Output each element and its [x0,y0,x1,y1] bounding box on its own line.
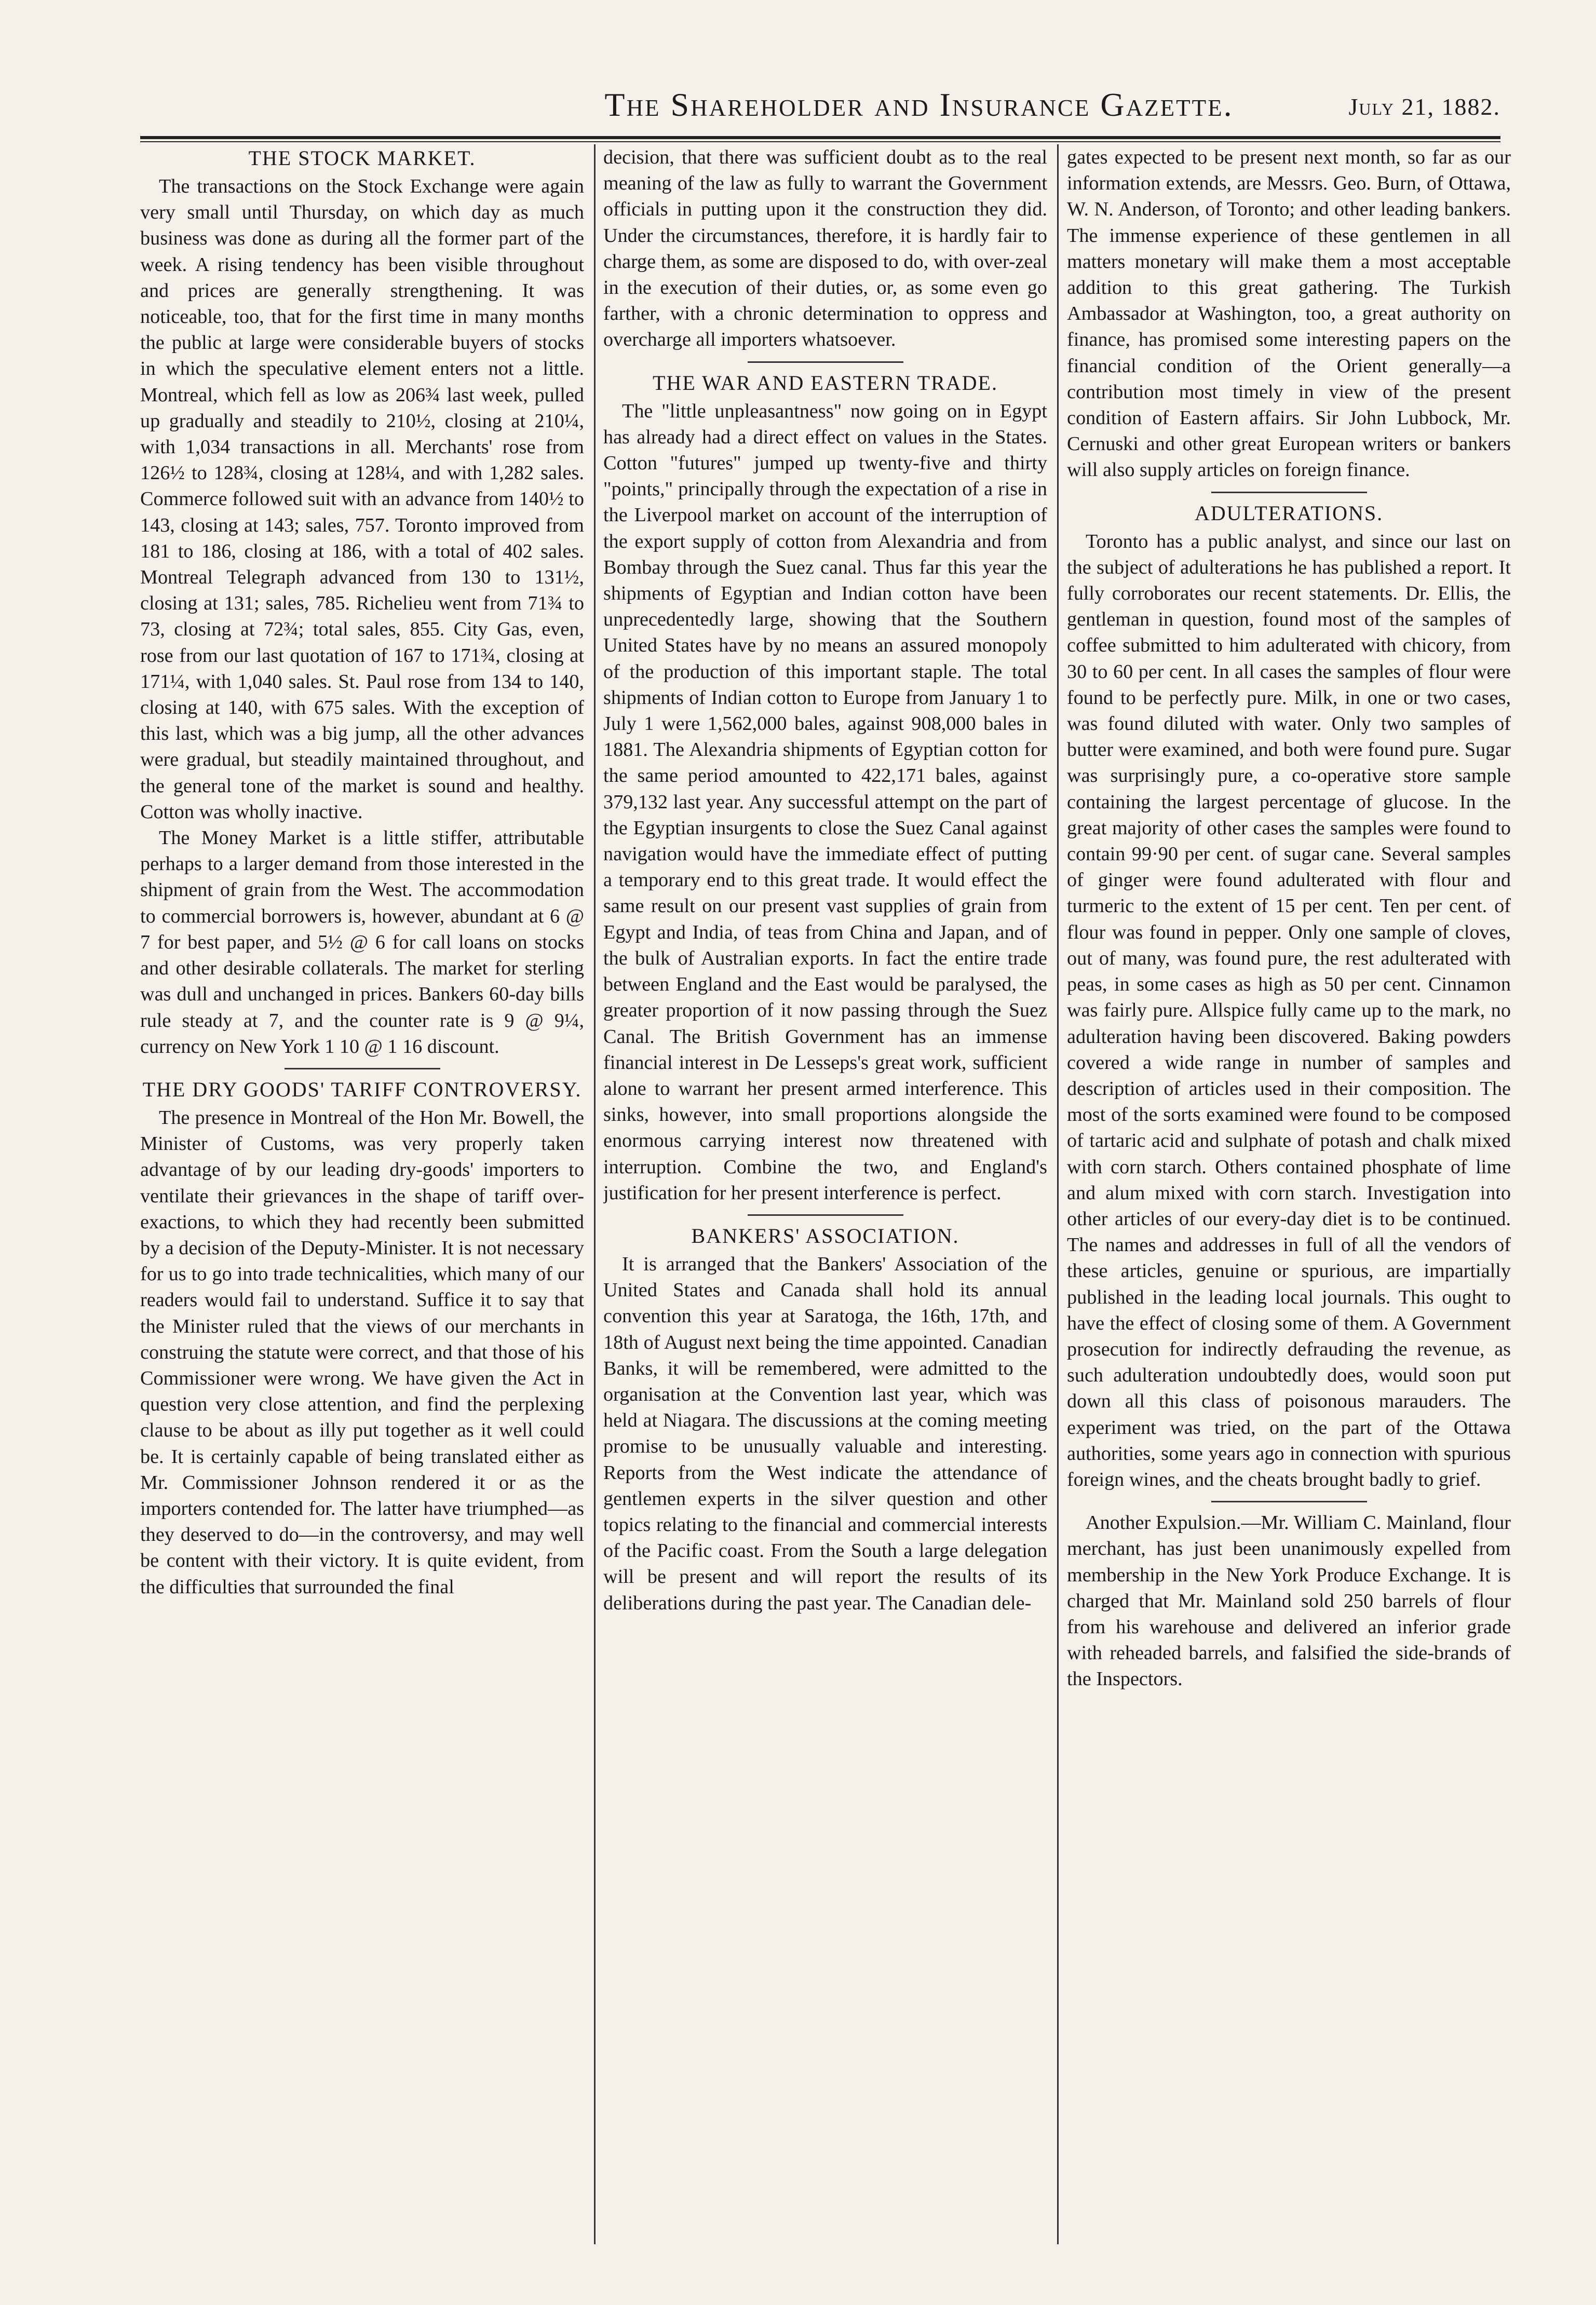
section-divider [1211,1501,1367,1502]
column-rule [1057,144,1059,2244]
masthead-title: The Shareholder and Insurance Gazette. [604,86,1234,123]
heading-adulterations: ADULTERATIONS. [1194,501,1384,525]
header-rule [140,136,1500,142]
money-market-paragraph: The Money Market is a little stiffer, attributable perhaps to a larger demand from those interested in the shipment of grain from the West. The accommodation to commercial borrowers is, however, abundant at 6 @ 7 for best paper, and 5½ @ 6 for call loans on stocks and other desirable collaterals. The market for sterling was dull and unchanged in prices. Bankers 60-day bills rule steady at 7, and the counter rate is 9 @ 9¼, currency on New York 1 10 @ 1 16 discount. [140,827,584,1057]
bankers-association-paragraph: It is arranged that the Bankers' Association of the United States and Canada shall hold its annual convention this year at Saratoga, the 16th, 17th, and 18th of August next being the time appointed. Canadian Banks, it will be remembered, were admitted to the organisation at the Convention last year, which was held at Niagara. The discussions at the coming meeting promise to be unusually valuable and interesting. Reports from the West indicate the attendance of gentlemen experts in the silver question and other topics relating to the financial and commercial interests of the Pacific coast. From the South a large delegation will be present and will report the results of its deliberations during the past year. The Canadian dele- [603,1253,1047,1614]
stock-market-paragraph-1: The transactions on the Stock Exchange were again very small until Thursday, on which day as much business was done as during all the former part of the week. A rising tendency has been visible throughout and prices are generally strengthening. It was noticeable, too, that for the first time in many months the public at large were considerable buyers of stocks in which the speculative element enters not a little. Montreal, which fell as low as 206¾ last week, pulled up gradually and steadily to 210½, closing at 210¼, with 1,034 transactions in all. Merchants' rose from 126½ to 128¾, closing at 128¼, and with 1,282 sales. Commerce followed suit with an advance from 140½ to 143, closing at 143; sales, 757. Toronto improved from 181 to 186, closing at 186, with a total of 402 sales. Montreal Telegraph advanced from 130 to 131½, closing at 131; sales, 785. Richelieu went from 71¾ to 73, closing at 72¾; total sales, 855. City Gas, even, rose from our last quotation of 167 to 171¾, closing at 171¼, with 1,040 sales. St. Paul rose from 134 to 140, closing at 140, with 675 sales. With the exception of this last, which was a big jump, all the other advances were gradual, but steadily maintained throughout, and the general tone of the market is sound and healthy. Cotton was wholly inactive. [140,175,584,823]
dry-goods-continued-paragraph: decision, that there was sufficient doubt as to the real meaning of the law as fully to warrant the Government officials in putting upon it the construction they did. Under the circumstances, therefore, it is hardly fair to charge them, as some are disposed to do, with over-zeal in the execution of their duties, or, as some even go farther, with a chronic determination to oppress and overcharge all importers whatsoever. [603,146,1047,351]
adulterations-paragraph: Toronto has a public analyst, and since our last on the subject of adulterations he has published a report. It fully corroborates our recent statements. Dr. Ellis, the gentleman in question, found most of the samples of coffee submitted to him adulterated with chicory, from 30 to 60 per cent. In all cases the samples of flour were found to be perfectly pure. Milk, in one or two cases, was found diluted with water. Only two samples of butter were examined, and both were found pure. Sugar was surprisingly pure, a co-operative store sample containing the largest percentage of glucose. In the great majority of other cases the samples were found to contain 99·90 per cent. of sugar cane. Several samples of ginger were found adulterated with flour and turmeric to the extent of 15 per cent. Ten per cent. of flour was found in pepper. Only one sample of cloves, out of many, was found pure, the rest adulterated with peas, in some cases as high as 50 per cent. Cinnamon was fairly pure. Allspice fully came up to the mark, no adulteration having been discovered. Baking powders covered a wide range in number of samples and description of articles used in their composition. The most of the sorts examined were found to be composed of tartaric acid and sulphate of potash and chalk mixed with corn starch. Others contained phosphate of lime and alum mixed with corn starch. Investigation into other articles of our every-day diet is to be continued. The names and addresses in full of all the vendors of these articles, genuine or spurious, are impartially published in the leading local journals. This ought to have the effect of closing some of them. A Government prosecution for indirectly defrauding the revenue, as such adulteration undoubtedly does, would soon put down all this class of poisonous marauders. The experiment was tried, on the part of the Ottawa authorities, some years ago in connection with spurious foreign wines, and the cheats brought badly to grief. [1067,530,1511,1490]
column-1 [140,144,584,2244]
dry-goods-paragraph: The presence in Montreal of the Hon Mr. Bowell, the Minister of Customs, was very properly taken advantage of by our leading dry-goods' importers to ventilate their grievances in the shape of tariff over-exactions, to which they had recently been submitted by a decision of the Deputy-Minister. It is not necessary for us to go into trade technicalities, which many of our readers would fail to understand. Suffice it to say that the Minister ruled that the views of our merchants in construing the statute were correct, and that those of his Commissioner were wrong. We have given the Act in question very close attention, and find the perplexing clause to be about as illy put together as it well could be. It is certainly capable of being translated either as Mr. Commissioner Johnson rendered it or as the importers contended for. The latter have triumphed—as they deserved to do—in the controversy, and may well be content with their victory. It is quite evident, from the difficulties that surrounded the final [140,1106,584,1598]
section-divider [285,1068,440,1069]
column-rule [594,144,596,2244]
war-eastern-trade-paragraph: The "little unpleasantness" now going on in Egypt has already had a direct effect on values in the States. Cotton "futures" jumped up twenty-five and thirty "points," principally through the expectation of a rise in the Liverpool market on account of the interruption of the export supply of cotton from Alexandria and from Bombay through the Suez canal. Thus far this year the shipments of Egyptian and Indian cotton have been unprecedentedly large, showing that the Southern United States have by no means an assured monopoly of the production of this important staple. The total shipments of Indian cotton to Europe from January 1 to July 1 were 1,562,000 bales, against 908,000 bales in 1881. The Alexandria shipments of Egyptian cotton for the same period amounted to 422,171 bales, against 379,132 last year. Any successful attempt on the part of the Egyptian insurgents to close the Suez Canal against navigation would have the immediate effect of putting a temporary end to this great trade. It would effect the same result on our present vast supplies of grain from Egypt and India, of teas from China and Japan, and of the bulk of Australian exports. In fact the entire trade between England and the East would be paralysed, the greater proportion of it now passing through the Suez Canal. The British Government has an immense financial interest in De Lesseps's great work, sufficient alone to warrant her present armed interference. This sinks, however, into small proportions alongside the enormous carrying interest now threatened with interruption. Combine the two, and England's justification for her present interference is perfect. [603,400,1047,1204]
section-divider [748,1214,903,1216]
column-3 [1067,144,1511,2244]
heading-dry-goods-tariff: THE DRY GOODS' TARIFF CONTROVERSY. [142,1077,582,1101]
heading-bankers-association: BANKERS' ASSOCIATION. [691,1224,959,1248]
issue-date: July 21, 1882. [1348,93,1500,120]
heading-stock-market: THE STOCK MARKET. [248,146,476,170]
column-2 [603,144,1047,2244]
bankers-continued-paragraph: gates expected to be present next month, so far as our information extends, are Messrs. Geo. Burn, of Ottawa, W. N. Anderson, of Toronto; and other leading bankers. The immense experience of these gentlemen in all matters monetary will make them a most acceptable addition to this great gathering. The Turkish Ambassador at Washington, too, a great authority on finance, has promised some interesting papers on the financial condition of the Orient generally—a contribution most timely in view of the present condition of Eastern affairs. Sir John Lubbock, Mr. Cernuski and other great European writers or bankers will also supply articles on foreign finance. [1067,146,1511,481]
page-header [140,86,1500,127]
another-expulsion-paragraph: Another Expulsion.—Mr. William C. Mainland, flour merchant, has just been unanimously expelled from membership in the New York Produce Exchange. It is charged that Mr. Mainland sold 250 barrels of flour from his warehouse and delivered an inferior grade with reheaded barrels, and falsified the side-brands of the Inspectors. [1067,1512,1511,1690]
section-divider [1211,492,1367,493]
section-divider [748,361,903,363]
heading-war-eastern-trade: THE WAR AND EASTERN TRADE. [653,371,998,395]
